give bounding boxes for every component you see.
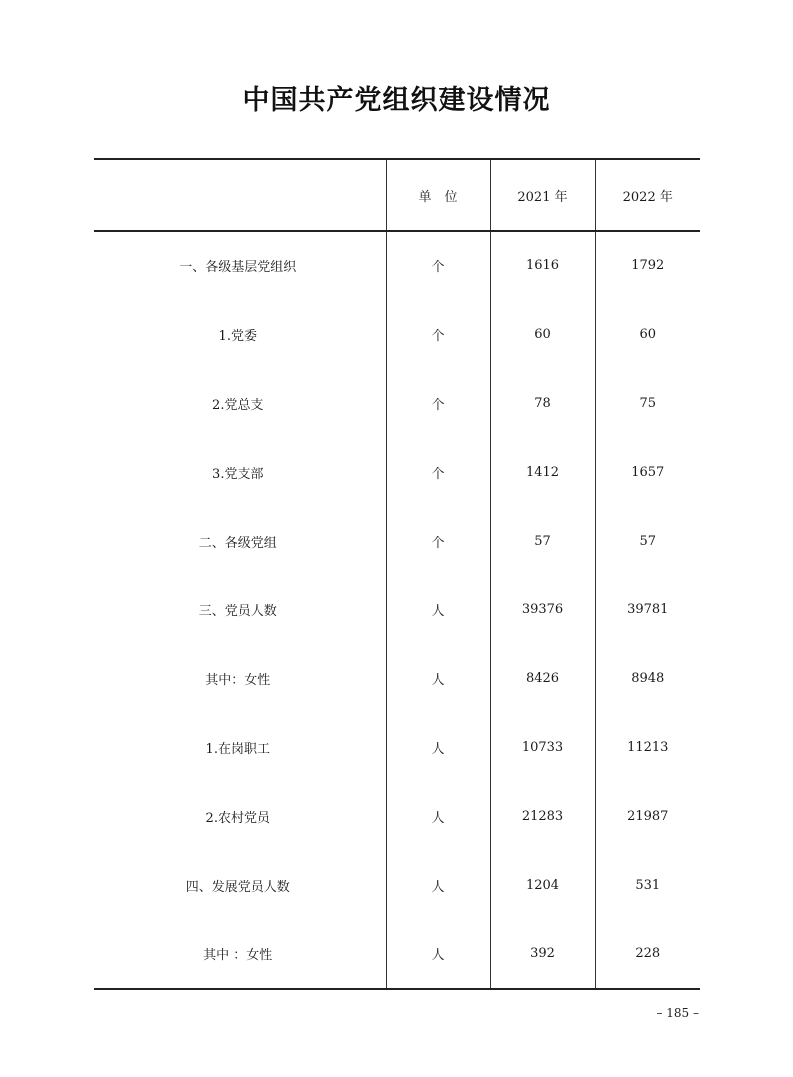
statistics-table-container xyxy=(94,158,700,990)
row-label: 1.党委 xyxy=(218,328,257,344)
row-unit: 人 xyxy=(386,575,490,644)
row-value-2022: 75 xyxy=(595,369,700,438)
table-row xyxy=(94,920,700,989)
row-unit: 个 xyxy=(386,369,490,438)
row-unit: 人 xyxy=(386,851,490,920)
header-unit: 单 位 xyxy=(386,159,490,231)
table-row xyxy=(94,438,700,507)
row-value-2021: 57 xyxy=(490,507,595,576)
row-unit: 人 xyxy=(386,644,490,713)
row-value-2021: 78 xyxy=(490,369,595,438)
table-row xyxy=(94,782,700,851)
row-label: 其中 ：女性 xyxy=(94,920,386,989)
row-value-2022: 8948 xyxy=(595,644,700,713)
header-2021: 2021 年 xyxy=(490,159,595,231)
row-label: 其中：女性 xyxy=(205,673,271,689)
table-row xyxy=(94,851,700,920)
row-label: 四、发展党员人数 xyxy=(185,879,290,895)
row-label: 3.党支部 xyxy=(212,466,264,482)
table-row xyxy=(94,300,700,369)
row-value-2022: 531 xyxy=(595,851,700,920)
header-item xyxy=(94,159,386,231)
row-label: 2.党总支 xyxy=(212,397,264,413)
table-body xyxy=(94,231,700,989)
row-value-2021: 1204 xyxy=(490,851,595,920)
row-unit: 个 xyxy=(386,231,490,300)
table-row xyxy=(94,231,700,300)
row-value-2021: 10733 xyxy=(490,713,595,782)
row-value-2022: 57 xyxy=(595,507,700,576)
row-unit: 个 xyxy=(386,507,490,576)
row-unit: 人 xyxy=(386,713,490,782)
row-unit: 个 xyxy=(386,438,490,507)
page-title: 中国共产党组织建设情况 xyxy=(242,85,551,116)
row-value-2021: 1412 xyxy=(490,438,595,507)
row-value-2021: 8426 xyxy=(490,644,595,713)
table-header-row xyxy=(94,159,700,231)
row-unit: 人 xyxy=(386,782,490,851)
row-label: 一、各级基层党组织 xyxy=(179,260,297,276)
row-value-2021: 60 xyxy=(490,300,595,369)
row-value-2022: 1657 xyxy=(595,438,700,507)
row-value-2021: 21283 xyxy=(490,782,595,851)
table-row xyxy=(94,644,700,713)
row-value-2021: 39376 xyxy=(490,575,595,644)
row-label: 1.在岗职工 xyxy=(205,742,270,758)
row-value-2022: 228 xyxy=(595,920,700,989)
row-unit: 人 xyxy=(386,920,490,989)
header-2022: 2022 年 xyxy=(595,159,700,231)
row-value-2022: 11213 xyxy=(595,713,700,782)
row-value-2021: 1616 xyxy=(490,231,595,300)
table-row xyxy=(94,507,700,576)
row-label: 2.农村党员 xyxy=(205,811,270,827)
party-organization-table xyxy=(94,158,700,990)
table-row xyxy=(94,713,700,782)
row-value-2022: 60 xyxy=(595,300,700,369)
row-value-2021: 392 xyxy=(490,920,595,989)
row-value-2022: 1792 xyxy=(595,231,700,300)
table-row xyxy=(94,575,700,644)
table-row xyxy=(94,369,700,438)
row-value-2022: 21987 xyxy=(595,782,700,851)
row-label: 三、党员人数 xyxy=(198,604,277,620)
row-unit: 个 xyxy=(386,300,490,369)
row-value-2022: 39781 xyxy=(595,575,700,644)
page-number: – 185 – xyxy=(656,1006,699,1020)
row-label: 二、各级党组 xyxy=(198,535,277,551)
